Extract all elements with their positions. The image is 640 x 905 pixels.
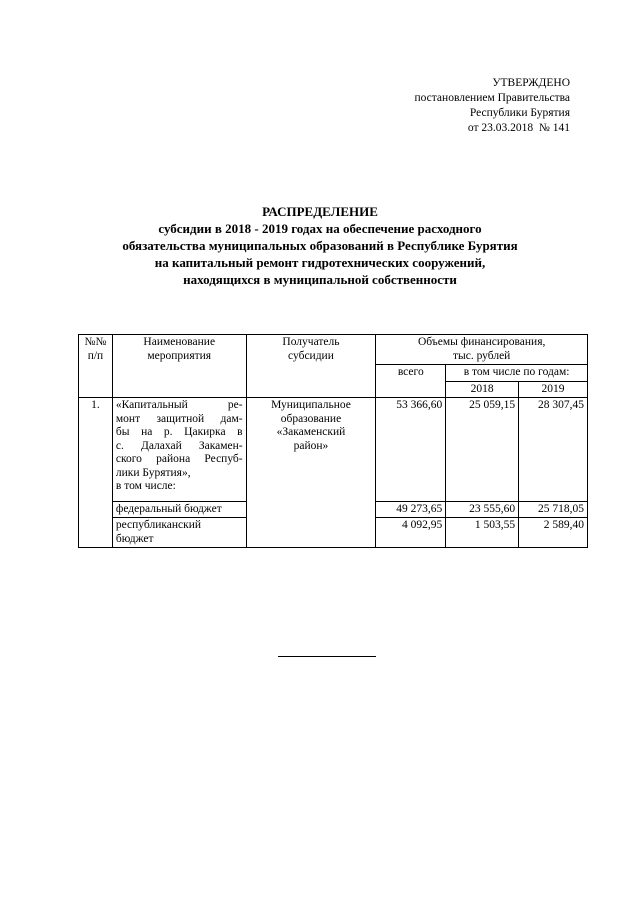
approval-date-number: от 23.03.2018 № 141 [467, 122, 570, 134]
approval-republic: Республики Бурятия [469, 107, 570, 119]
subrow-republican-2019: 2 589,40 [519, 518, 588, 548]
header-recipient-line2: субсидии [288, 349, 334, 362]
subrow-federal-label: федеральный бюджет [112, 501, 246, 518]
header-name-line2: мероприятия [147, 349, 212, 362]
header-recipient [246, 335, 376, 398]
row-name-line: в том числе: [115, 480, 176, 492]
row-total: 53 366,60 [376, 398, 446, 502]
subrow-federal-2019: 25 718,05 [519, 501, 588, 518]
row-recipient-line: район» [293, 439, 329, 452]
title-line-3: обязательства муниципальных образований в Республике Бурятия [122, 238, 518, 253]
document-title [60, 203, 580, 288]
header-by-years: в том числе по годам: [446, 365, 588, 382]
subrow-federal-total: 49 273,65 [376, 501, 446, 518]
row-2019: 28 307,45 [519, 398, 588, 502]
subrow-republican-total: 4 092,95 [376, 518, 446, 548]
approval-title: УТВЕРЖДЕНО [492, 77, 570, 89]
header-row-1 [79, 335, 588, 365]
title-line-4: на капитальный ремонт гидротехнических сооружений, [154, 255, 486, 270]
header-volumes [376, 335, 588, 365]
header-name [112, 335, 246, 398]
title-line-5: находящихся в муниципальной собственности [183, 272, 457, 287]
subrow-republican-label [112, 518, 246, 548]
subrow-federal-2018: 23 555,60 [446, 501, 519, 518]
row-name-line: ского района Респуб- [115, 453, 243, 465]
subrow-republican-label-line1: республиканский [115, 519, 202, 531]
row-name [112, 398, 246, 502]
row-name-line: «Капитальный ре- [115, 399, 243, 411]
subrow-republican-2018: 1 503,55 [446, 518, 519, 548]
header-volumes-line1: Объемы финансирования, [417, 336, 546, 348]
header-recipient-line1: Получатель [282, 336, 340, 348]
row-number: 1. [79, 398, 113, 548]
header-total: всего [376, 365, 446, 398]
distribution-table [78, 334, 588, 548]
header-number-line2: п/п [87, 349, 104, 362]
row-2018: 25 059,15 [446, 398, 519, 502]
header-volumes-line2: тыс. рублей [452, 349, 511, 362]
end-divider [278, 656, 376, 657]
row-recipient-line: Муниципальное [271, 399, 351, 411]
row-name-line: бы на р. Цакирка в [115, 426, 243, 438]
row-name-line: монт защитной дам- [115, 412, 243, 425]
row-name-line: с. Далахай Закамен- [115, 439, 243, 452]
approval-stamp [414, 76, 570, 136]
row-name-line: лики Бурятия», [115, 466, 191, 479]
header-year-2019: 2019 [519, 381, 588, 398]
approval-issuer: постановлением Правительства [414, 92, 570, 104]
header-name-line1: Наименование [143, 336, 216, 348]
row-recipient-line: образование [280, 412, 342, 425]
header-number [79, 335, 113, 398]
row-recipient-line: «Закаменский [276, 426, 346, 438]
table-row [79, 398, 588, 502]
header-number-line1: №№ [84, 336, 107, 348]
title-heading: РАСПРЕДЕЛЕНИЕ [262, 204, 378, 219]
row-recipient [246, 398, 376, 548]
title-line-2: субсидии в 2018 - 2019 годах на обеспечение расходного [158, 221, 482, 236]
subrow-republican-label-line2: бюджет [115, 532, 154, 545]
header-year-2018: 2018 [446, 381, 519, 398]
